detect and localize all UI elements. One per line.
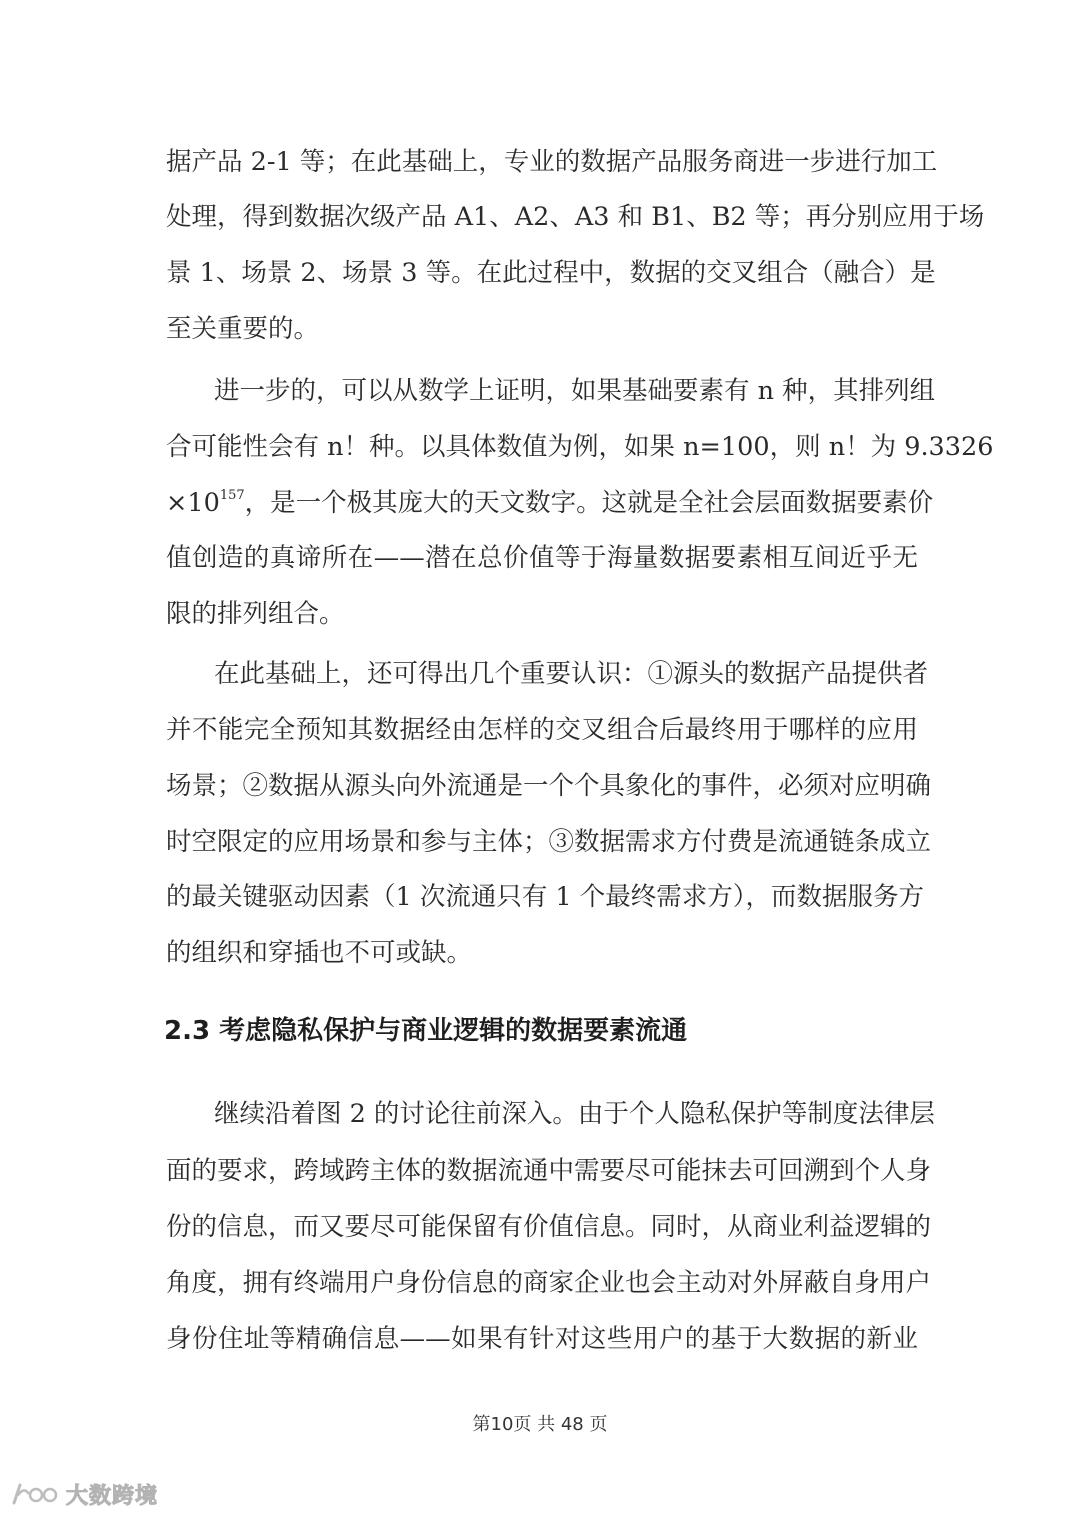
scientific-notation-exponent: 157 bbox=[219, 488, 245, 503]
paragraph-2-line-3 bbox=[166, 486, 934, 520]
watermark bbox=[10, 1476, 158, 1512]
paragraph-3-line-2: 并不能完全预知其数据经由怎样的交叉组合后最终用于哪样的应用 bbox=[166, 715, 918, 745]
paragraph-3-line-5: 的最关键驱动因素（1 次流通只有 1 个最终需求方），而数据服务方 bbox=[166, 882, 925, 912]
paragraph-1-line-3: 景 1、场景 2、场景 3 等。在此过程中，数据的交叉组合（融合）是 bbox=[166, 258, 936, 288]
paragraph-2-line-2: 合可能性会有 n！种。以具体数值为例，如果 n=100，则 n！为 9.3326 bbox=[166, 432, 994, 462]
paragraph-4-line-1: 继续沿着图 2 的讨论往前深入。由于个人隐私保护等制度法律层 bbox=[214, 1099, 935, 1129]
scientific-notation-base: ×10 bbox=[166, 488, 220, 518]
paragraph-3-line-3: 场景；②数据从源头向外流通是一个个具象化的事件，必须对应明确 bbox=[166, 771, 932, 801]
brand-logo-icon bbox=[10, 1479, 60, 1509]
paragraph-3-line-6: 的组织和穿插也不可或缺。 bbox=[166, 938, 473, 968]
paragraph-3-line-4: 时空限定的应用场景和参与主体；③数据需求方付费是流通链条成立 bbox=[166, 827, 932, 857]
paragraph-2-line-4: 值创造的真谛所在——潜在总价值等于海量数据要素相互间近乎无 bbox=[166, 543, 918, 573]
paragraph-4-line-2: 面的要求，跨域跨主体的数据流通中需要尽可能抹去可回溯到个人身 bbox=[166, 1156, 932, 1186]
paragraph-1-line-1: 据产品 2-1 等；在此基础上，专业的数据产品服务商进一步进行加工 bbox=[166, 147, 938, 177]
paragraph-2-line-3-text: ，是一个极其庞大的天文数字。这就是全社会层面数据要素价 bbox=[244, 488, 934, 518]
watermark-text: 大数跨境 bbox=[66, 1483, 159, 1509]
paragraph-2-line-1: 进一步的，可以从数学上证明，如果基础要素有 n 种，其排列组 bbox=[214, 376, 936, 406]
paragraph-1-line-2: 处理，得到数据次级产品 A1、A2、A3 和 B1、B2 等；再分别应用于场 bbox=[166, 202, 985, 232]
paragraph-4-line-3: 份的信息，而又要尽可能保留有价值信息。同时，从商业利益逻辑的 bbox=[166, 1212, 932, 1242]
page-indicator: 第10页 共 48 页 bbox=[472, 1414, 608, 1435]
paragraph-3-line-1: 在此基础上，还可得出几个重要认识：①源头的数据产品提供者 bbox=[214, 659, 929, 689]
paragraph-1-line-4: 至关重要的。 bbox=[166, 314, 320, 344]
paragraph-4-line-5: 身份住址等精确信息——如果有针对这些用户的基于大数据的新业 bbox=[166, 1324, 918, 1354]
section-heading: 2.3 考虑隐私保护与商业逻辑的数据要素流通 bbox=[164, 1016, 688, 1046]
paragraph-2-line-5: 限的排列组合。 bbox=[166, 599, 345, 629]
paragraph-4-line-4: 角度，拥有终端用户身份信息的商家企业也会主动对外屏蔽自身用户 bbox=[166, 1268, 932, 1298]
